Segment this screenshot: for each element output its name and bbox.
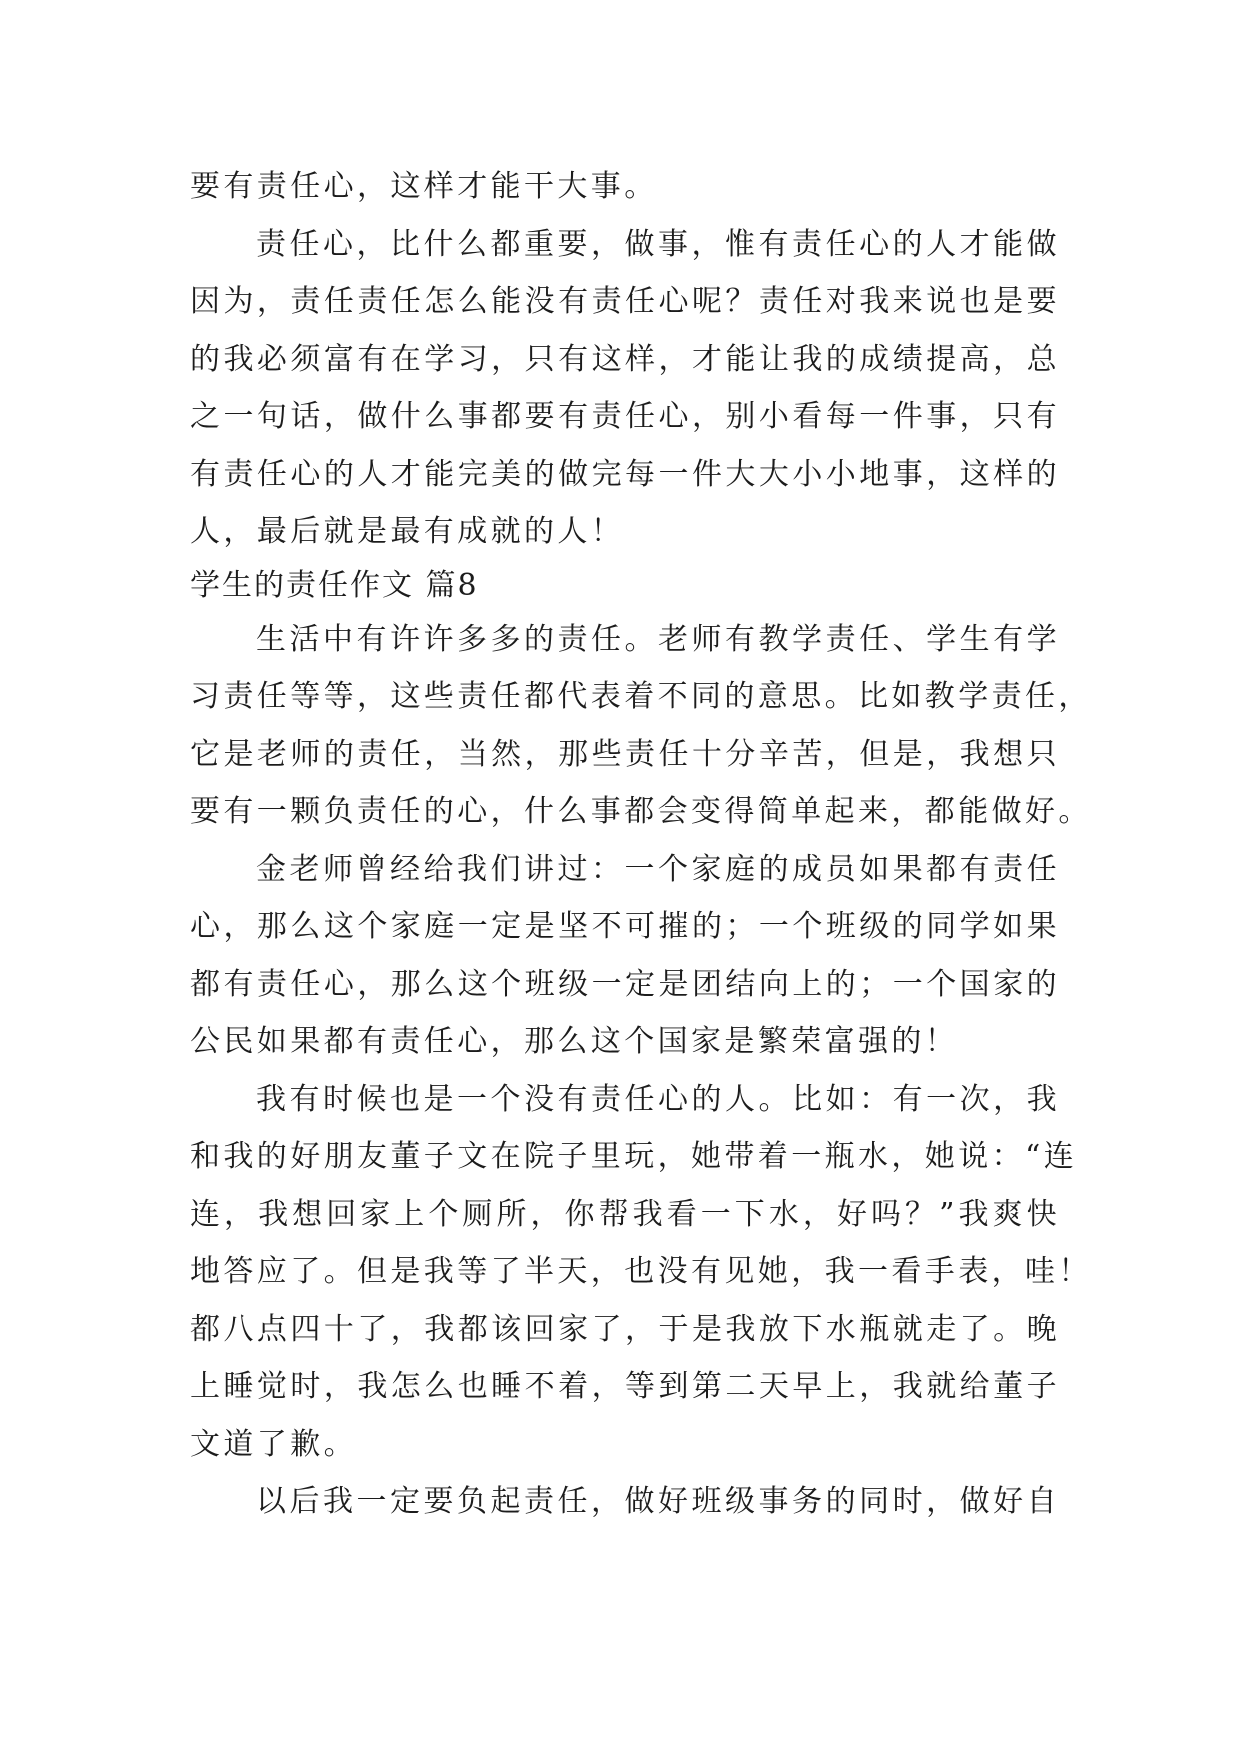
text-line: 有责任心的人才能完美的做完每一件大大小小地事，这样的	[190, 456, 1060, 492]
text-line: 公民如果都有责任心，那么这个国家是繁荣富强的！	[190, 1024, 959, 1059]
paragraph	[190, 216, 1060, 561]
text-line: 连，我想回家上个厕所，你帮我看一下水，好吗？”我爽快	[190, 1196, 1060, 1232]
text-line: 地答应了。但是我等了半天，也没有见她，我一看手表，哇！	[190, 1254, 1092, 1289]
text-line: 以后我一定要负起责任，做好班级事务的同时，做好自	[256, 1484, 1060, 1519]
text-line: 习责任等等，这些责任都代表着不同的意思。比如教学责任，	[190, 679, 1092, 714]
text-line: 都八点四十了，我都该回家了，于是我放下水瓶就走了。晚	[190, 1311, 1060, 1347]
text-line: 文道了歉。	[190, 1426, 357, 1462]
text-line: 我有时候也是一个没有责任心的人。比如：有一次，我	[256, 1081, 1060, 1117]
text-line: 之一句话，做什么事都要有责任心，别小看每一件事，只有	[190, 399, 1060, 434]
text-line: 要有责任心，这样才能干大事。	[190, 169, 658, 204]
paragraph	[190, 841, 1060, 1071]
text-line: 生活中有许许多多的责任。老师有教学责任、学生有学	[256, 621, 1060, 657]
text-line: 责任心，比什么都重要，做事，惟有责任心的人才能做	[256, 226, 1060, 262]
text-line: 人，最后就是最有成就的人！	[190, 514, 625, 549]
text-line: 和我的好朋友董子文在院子里玩，她带着一瓶水，她说：“连	[190, 1139, 1078, 1174]
text-line: 要有一颗负责任的心，什么事都会变得简单起来，都能做好。	[190, 794, 1092, 829]
paragraph	[190, 611, 1092, 841]
text-line: 都有责任心，那么这个班级一定是团结向上的；一个国家的	[190, 966, 1060, 1002]
text-line: 的我必须富有在学习，只有这样，才能让我的成绩提高，总	[190, 341, 1060, 377]
text-line: 金老师曾经给我们讲过：一个家庭的成员如果都有责任	[256, 851, 1060, 887]
paragraph	[190, 1071, 1092, 1474]
text-line: 因为，责任责任怎么能没有责任心呢？责任对我来说也是要	[190, 284, 1060, 319]
document-page	[190, 158, 1092, 1531]
paragraph	[190, 1473, 1060, 1531]
text-line: 心，那么这个家庭一定是坚不可摧的；一个班级的同学如果	[190, 909, 1060, 944]
text-line: 它是老师的责任，当然，那些责任十分辛苦，但是，我想只	[190, 736, 1060, 772]
section-heading: 学生的责任作文 篇8	[190, 567, 479, 603]
text-line: 上睡觉时，我怎么也睡不着，等到第二天早上，我就给董子	[190, 1369, 1060, 1404]
paragraph	[190, 158, 1060, 216]
